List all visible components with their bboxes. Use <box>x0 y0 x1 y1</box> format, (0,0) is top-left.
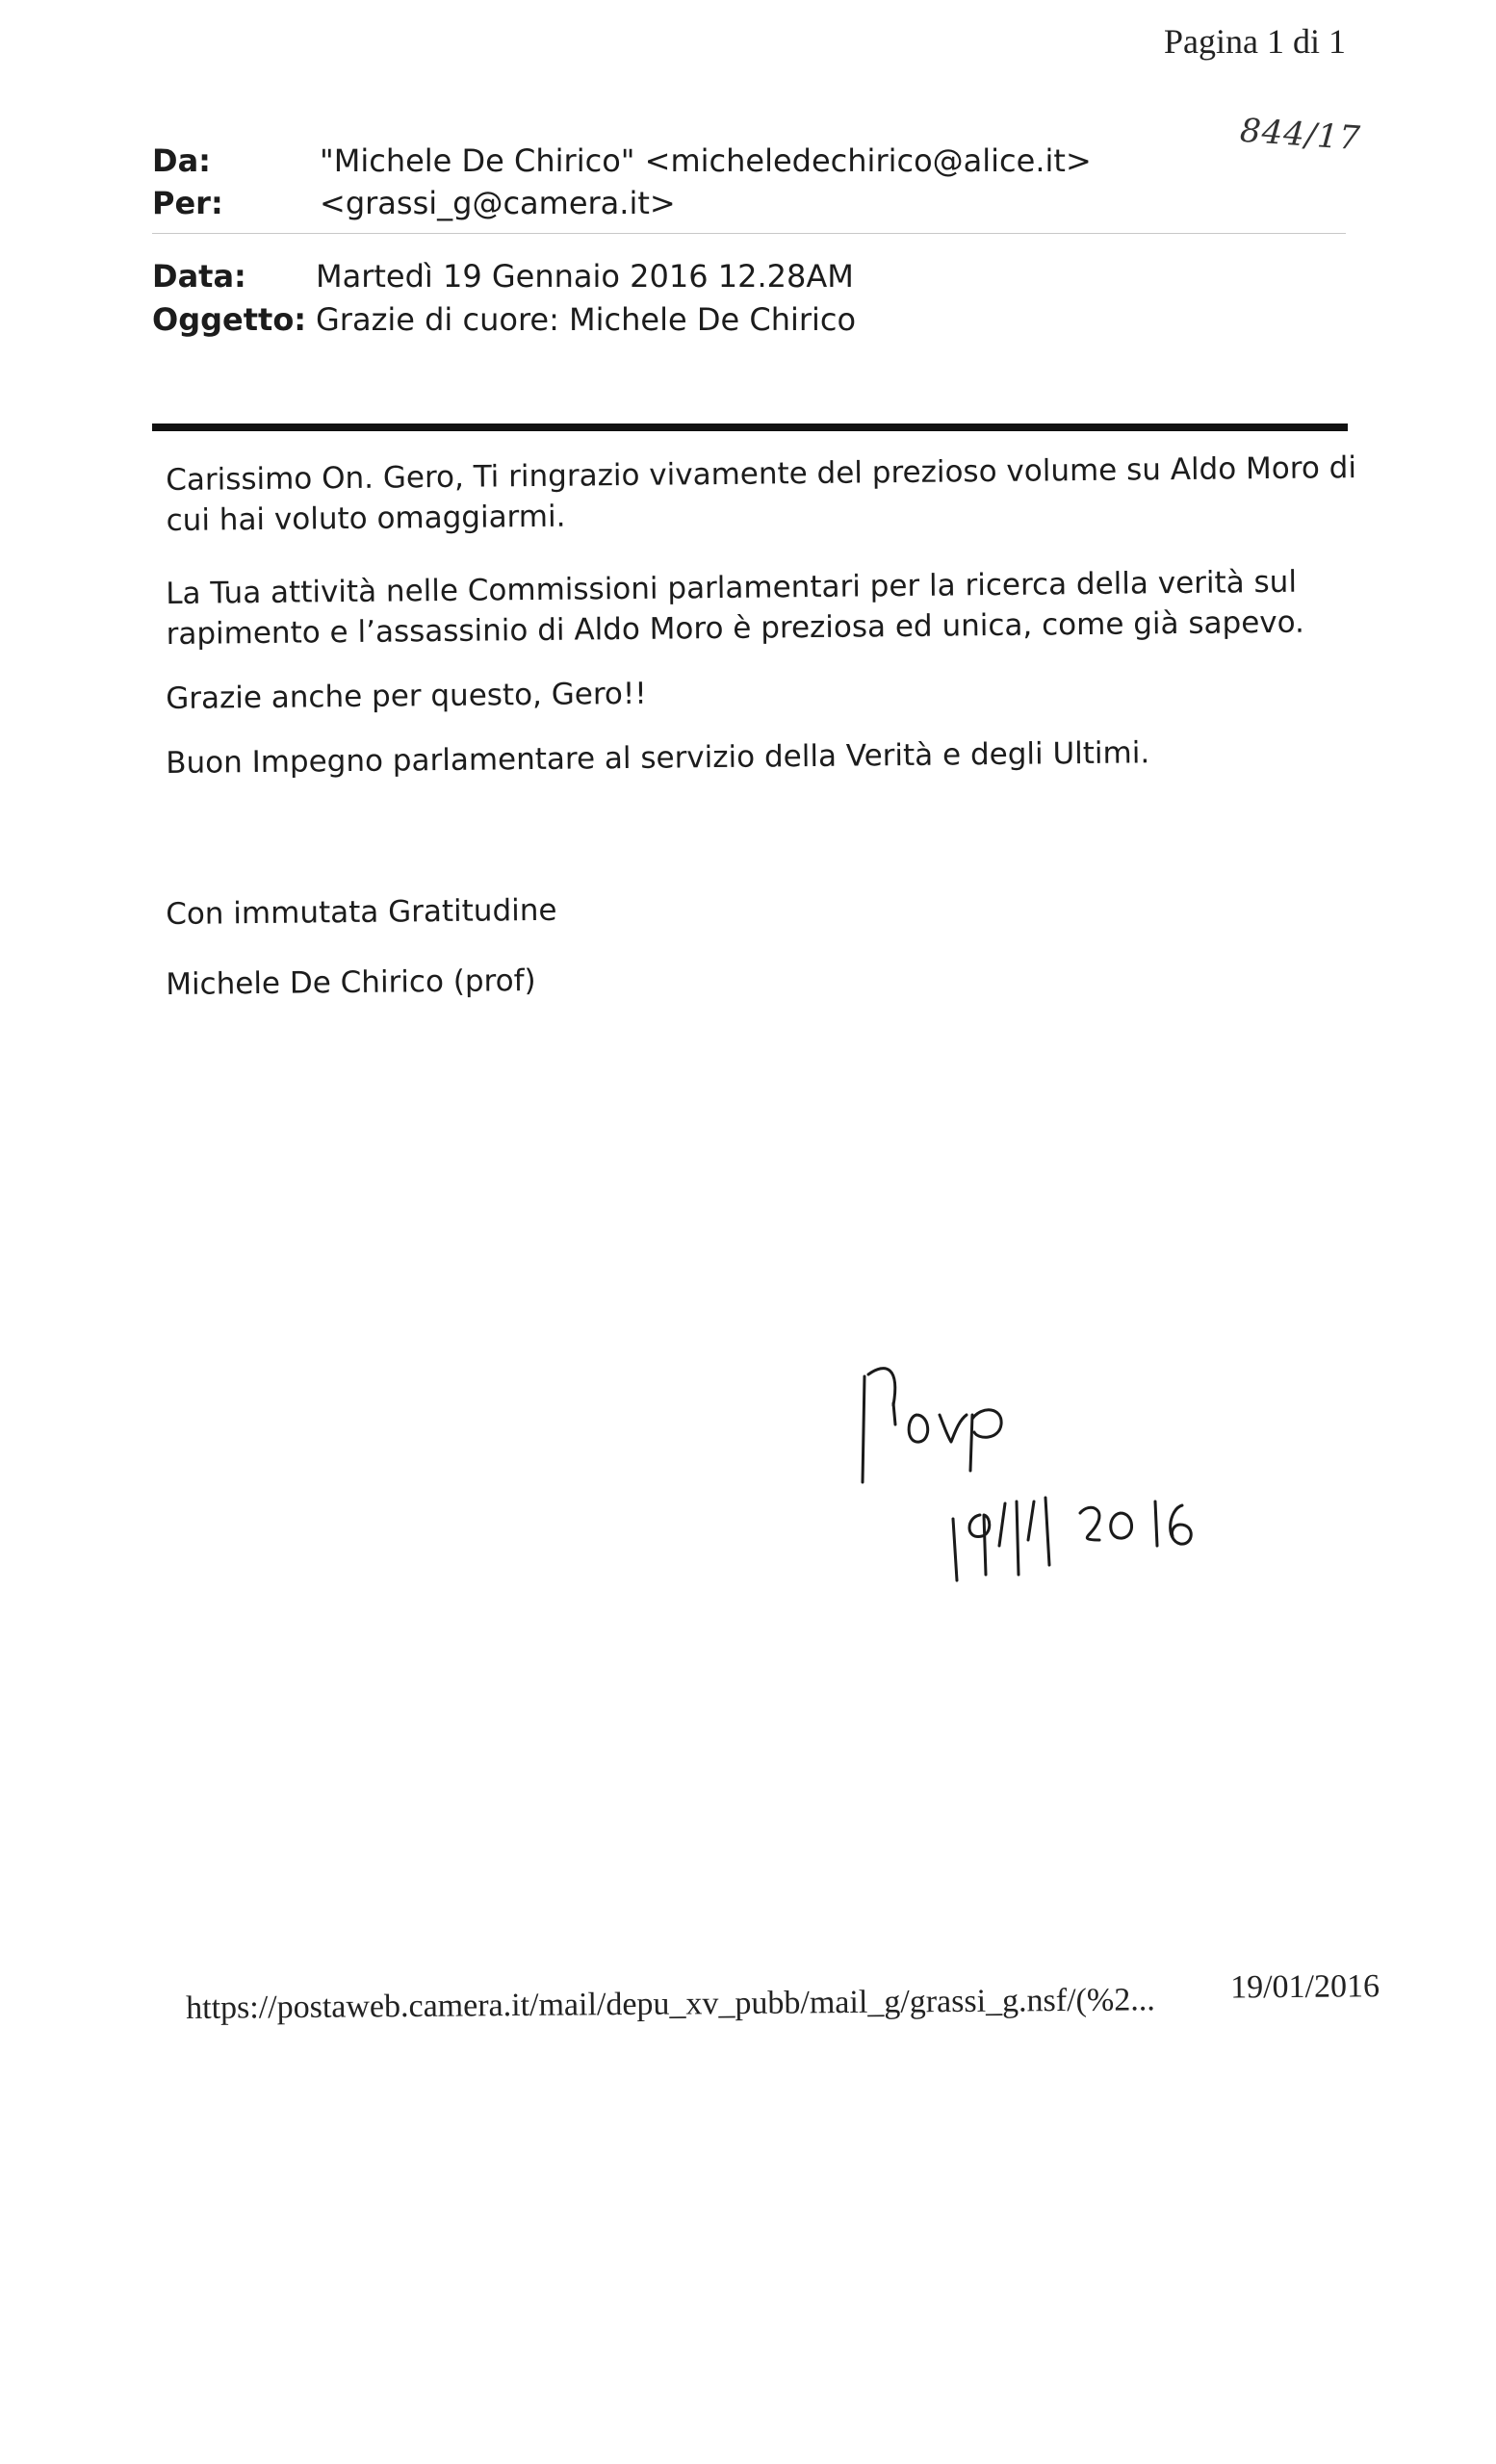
activity-paragraph: La Tua attività nelle Commissioni parlamentari per la ricerca della verità sul rapimento e l’assassinio di Aldo Moro è preziosa ed unica, come già sapevo. <box>166 564 1305 652</box>
email-body-paragraph <box>166 666 1359 719</box>
email-body-paragraph <box>166 448 1360 541</box>
email-body-paragraph <box>166 561 1360 654</box>
date-label: Data: <box>152 258 246 295</box>
greeting-paragraph: Carissimo On. Gero, Ti ringrazio vivamente del prezioso volume su Aldo Moro di cui hai voluto omaggiarmi. <box>166 450 1357 538</box>
subject-value: Grazie di cuore: Michele De Chirico <box>316 301 857 338</box>
footer-url: https://postaweb.camera.it/mail/depu_xv_pubb/mail_g/grassi_g.nsf/(%2... <box>186 1982 1155 2026</box>
print-footer <box>186 1968 1380 2027</box>
email-subject-row <box>152 301 856 338</box>
page-number-header: Pagina 1 di 1 <box>1164 22 1346 61</box>
thanks-paragraph: Grazie anche per questo, Gero!! <box>166 676 647 716</box>
wishes-paragraph: Buon Impegno parlamentare al servizio della Verità e degli Ultimi. <box>166 735 1150 781</box>
sender-name: Michele De Chirico (prof) <box>166 962 536 1002</box>
from-label: Da: <box>152 142 211 179</box>
header-divider <box>152 233 1346 234</box>
closing-line: Con immutata Gratitudine <box>166 892 557 932</box>
handwritten-reference-number: 844/17 <box>1239 111 1363 159</box>
handwritten-annotation <box>847 1348 1251 1598</box>
date-value: Martedì 19 Gennaio 2016 12.28AM <box>316 258 854 295</box>
footer-date: 19/01/2016 <box>1229 1968 1380 2006</box>
email-body-paragraph <box>166 731 1359 783</box>
to-value: <grassi_g@camera.it> <box>320 185 676 221</box>
email-to-row <box>152 185 676 221</box>
email-from-row <box>152 142 1092 179</box>
body-divider <box>152 424 1348 431</box>
email-signature <box>166 952 1359 1005</box>
email-date-row <box>152 258 854 295</box>
to-label: Per: <box>152 185 223 221</box>
subject-label: Oggetto: <box>152 301 307 338</box>
email-closing <box>166 882 1359 935</box>
from-value: "Michele De Chirico" <micheledechirico@alice.it> <box>320 142 1092 179</box>
